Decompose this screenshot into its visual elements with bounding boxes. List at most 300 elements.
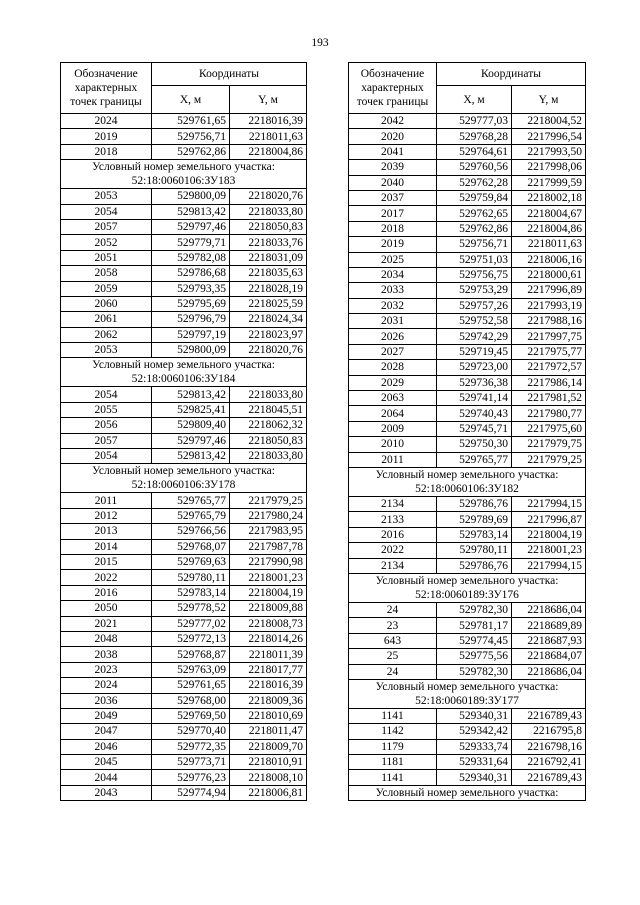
x-coordinate-cell: 529800,09: [152, 343, 230, 358]
point-id-cell: 2054: [61, 204, 152, 219]
x-coordinate-cell: 529765,79: [152, 508, 230, 523]
section-row: [349, 679, 586, 708]
y-coordinate-cell: 2218004,19: [512, 527, 586, 542]
y-coordinate-cell: 2218033,76: [230, 235, 307, 250]
y-coordinate-cell: 2218004,52: [512, 114, 586, 129]
x-coordinate-cell: 529768,87: [152, 647, 230, 662]
section-row: [349, 785, 586, 800]
point-id-cell: 2134: [349, 558, 437, 573]
x-coordinate-cell: 529775,56: [437, 649, 512, 664]
y-coordinate-cell: 2217990,98: [230, 554, 307, 569]
table-row: [349, 114, 586, 129]
x-coordinate-cell: 529783,14: [437, 527, 512, 542]
point-id-cell: 2014: [61, 539, 152, 554]
x-coordinate-cell: 529745,71: [437, 421, 512, 436]
y-coordinate-cell: 2218050,83: [230, 219, 307, 234]
table-row: [349, 283, 586, 298]
point-id-cell: 2044: [61, 770, 152, 785]
point-id-cell: 1179: [349, 739, 437, 754]
x-coordinate-cell: 529779,71: [152, 235, 230, 250]
point-id-cell: 2049: [61, 708, 152, 723]
table-row: [349, 708, 586, 723]
point-id-cell: 2043: [61, 785, 152, 800]
x-coordinate-cell: 529800,09: [152, 189, 230, 204]
table-row: [61, 327, 307, 342]
table-row: [61, 539, 307, 554]
table-row: [61, 296, 307, 311]
x-coordinate-cell: 529757,26: [437, 298, 512, 313]
x-coordinate-cell: 529761,65: [152, 678, 230, 693]
y-coordinate-cell: 2218028,19: [230, 281, 307, 296]
table-row: [349, 543, 586, 558]
point-id-cell: 2022: [349, 543, 437, 558]
table-row: [61, 312, 307, 327]
y-coordinate-cell: 2218014,26: [230, 631, 307, 646]
y-coordinate-cell: 2218033,80: [230, 387, 307, 402]
x-coordinate-cell: 529742,29: [437, 329, 512, 344]
y-coordinate-cell: 2217975,60: [512, 421, 586, 436]
table-row: [349, 527, 586, 542]
y-coordinate-cell: 2217986,14: [512, 375, 586, 390]
parcel-label: Условный номер земельного участка:: [375, 468, 559, 481]
y-coordinate-cell: 2218001,23: [230, 570, 307, 585]
parcel-label: Условный номер земельного участка:: [92, 359, 275, 372]
table-row: [61, 508, 307, 523]
table-row: [349, 129, 586, 144]
x-coordinate-cell: 529769,50: [152, 708, 230, 723]
y-coordinate-cell: 2218009,88: [230, 601, 307, 616]
point-id-cell: 2024: [61, 678, 152, 693]
designation-header: Обозначение характерных точек границы: [349, 63, 437, 114]
x-coordinate-cell: 529736,38: [437, 375, 512, 390]
section-row: [349, 467, 586, 496]
y-coordinate-cell: 2217996,54: [512, 129, 586, 144]
point-id-cell: 2029: [349, 375, 437, 390]
y-coordinate-cell: 2218011,39: [230, 647, 307, 662]
point-id-cell: 2025: [349, 252, 437, 267]
x-coordinate-cell: 529793,35: [152, 281, 230, 296]
table-row: [349, 633, 586, 648]
table-row: [61, 631, 307, 646]
y-coordinate-cell: 2218000,61: [512, 267, 586, 282]
point-id-cell: 2026: [349, 329, 437, 344]
point-id-cell: 2018: [349, 221, 437, 236]
table-row: [61, 433, 307, 448]
y-coordinate-cell: 2217993,50: [512, 144, 586, 159]
y-coordinate-cell: 2218016,39: [230, 114, 307, 129]
y-coordinate-cell: 2218020,76: [230, 189, 307, 204]
x-coordinate-cell: 529756,71: [152, 129, 230, 144]
page-number: 193: [311, 37, 329, 49]
parcel-label: Условный номер земельного участка:: [92, 465, 275, 478]
y-coordinate-cell: 2218004,67: [512, 206, 586, 221]
parcel-label: Условный номер земельного участка:: [92, 161, 275, 174]
y-coordinate-cell: 2218025,59: [230, 296, 307, 311]
point-id-cell: 1141: [349, 770, 437, 785]
x-coordinate-cell: 529765,77: [437, 452, 512, 467]
table-row: [61, 755, 307, 770]
point-id-cell: 24: [349, 602, 437, 617]
table-row: [349, 391, 586, 406]
parcel-number-cell: [349, 785, 586, 800]
y-coordinate-cell: 2218008,10: [230, 770, 307, 785]
x-coordinate-cell: 529778,52: [152, 601, 230, 616]
point-id-cell: 2060: [61, 296, 152, 311]
y-coordinate-cell: 2216795,8: [512, 724, 586, 739]
y-coordinate-cell: 2218009,36: [230, 693, 307, 708]
y-coordinate-cell: 2218687,93: [512, 633, 586, 648]
x-coordinate-cell: 529762,86: [437, 221, 512, 236]
y-coordinate-cell: 2218009,70: [230, 739, 307, 754]
x-coordinate-cell: 529782,08: [152, 250, 230, 265]
parcel-number: 52:18:0060106:ЗУ184: [131, 373, 236, 386]
point-id-cell: 2041: [349, 144, 437, 159]
y-coordinate-cell: 2217998,06: [512, 160, 586, 175]
y-coordinate-cell: 2218004,19: [230, 585, 307, 600]
y-coordinate-cell: 2217979,25: [230, 493, 307, 508]
x-coordinate-cell: 529786,76: [437, 496, 512, 511]
point-id-cell: 2016: [61, 585, 152, 600]
table-row: [349, 739, 586, 754]
table-row: [61, 678, 307, 693]
x-coordinate-cell: 529764,61: [437, 144, 512, 159]
y-coordinate-cell: 2216798,16: [512, 739, 586, 754]
parcel-number: 52:18:0060106:ЗУ183: [131, 175, 236, 188]
y-coordinate-cell: 2218008,73: [230, 616, 307, 631]
point-id-cell: 2016: [349, 527, 437, 542]
y-coordinate-cell: 2218035,63: [230, 266, 307, 281]
x-coordinate-cell: 529780,11: [152, 570, 230, 585]
point-id-cell: 2011: [349, 452, 437, 467]
table-row: [349, 375, 586, 390]
y-coordinate-cell: 2218023,97: [230, 327, 307, 342]
point-id-cell: 2046: [61, 739, 152, 754]
y-coordinate-cell: 2217980,24: [230, 508, 307, 523]
y-coordinate-cell: 2217997,75: [512, 329, 586, 344]
parcel-number-cell: [349, 679, 586, 708]
table-row: [349, 221, 586, 236]
x-coordinate-cell: 529333,74: [437, 739, 512, 754]
y-coordinate-cell: 2217981,52: [512, 391, 586, 406]
table-row: [349, 314, 586, 329]
x-coordinate-cell: 529765,77: [152, 493, 230, 508]
parcel-number: 52:18:0060189:ЗУ176: [415, 588, 519, 601]
point-id-cell: 2011: [61, 493, 152, 508]
point-id-cell: 2023: [61, 662, 152, 677]
point-id-cell: 2051: [61, 250, 152, 265]
point-id-cell: 2017: [349, 206, 437, 221]
y-coordinate-cell: 2217983,95: [230, 524, 307, 539]
x-coordinate-cell: 529772,35: [152, 739, 230, 754]
y-coordinate-cell: 2218024,34: [230, 312, 307, 327]
x-coordinate-cell: 529762,65: [437, 206, 512, 221]
point-id-cell: 2027: [349, 344, 437, 359]
point-id-cell: 2019: [349, 237, 437, 252]
point-id-cell: 23: [349, 618, 437, 633]
point-id-cell: 2040: [349, 175, 437, 190]
section-row: [61, 358, 307, 387]
coordinates-header: Координаты: [437, 63, 586, 86]
section-row: [61, 464, 307, 493]
x-coordinate-cell: 529797,19: [152, 327, 230, 342]
table-row: [61, 189, 307, 204]
table-row: [61, 554, 307, 569]
table-row: [61, 343, 307, 358]
y-coordinate-cell: 2218016,39: [230, 678, 307, 693]
point-id-cell: 2053: [61, 343, 152, 358]
table-row: [61, 235, 307, 250]
point-id-cell: 2028: [349, 360, 437, 375]
x-coordinate-cell: 529770,40: [152, 724, 230, 739]
table-row: [61, 601, 307, 616]
x-coordinate-cell: 529786,76: [437, 558, 512, 573]
point-id-cell: 1181: [349, 755, 437, 770]
coordinates-header: Координаты: [152, 63, 307, 86]
table-row: [61, 493, 307, 508]
y-coordinate-cell: 2216792,41: [512, 755, 586, 770]
point-id-cell: 2010: [349, 437, 437, 452]
table-row: [349, 406, 586, 421]
parcel-number-cell: [61, 358, 307, 387]
table-row: [61, 647, 307, 662]
table-row: [61, 708, 307, 723]
point-id-cell: 2042: [349, 114, 437, 129]
table-row: [61, 266, 307, 281]
x-coordinate-cell: 529740,43: [437, 406, 512, 421]
x-coordinate-cell: 529786,68: [152, 266, 230, 281]
parcel-number-cell: [349, 467, 586, 496]
point-id-cell: 1141: [349, 708, 437, 723]
table-row: [61, 402, 307, 417]
table-row: [61, 724, 307, 739]
x-coordinate-cell: 529741,14: [437, 391, 512, 406]
x-coordinate-cell: 529331,64: [437, 755, 512, 770]
point-id-cell: 2021: [61, 616, 152, 631]
x-coordinate-cell: 529773,71: [152, 755, 230, 770]
point-id-cell: 2058: [61, 266, 152, 281]
point-id-cell: 2061: [61, 312, 152, 327]
table-row: [61, 524, 307, 539]
table-row: [349, 344, 586, 359]
x-coordinate-cell: 529782,30: [437, 602, 512, 617]
x-coordinate-cell: 529776,23: [152, 770, 230, 785]
table-row: [349, 770, 586, 785]
table-row: [61, 129, 307, 144]
x-coordinate-cell: 529762,28: [437, 175, 512, 190]
y-coordinate-cell: 2218017,77: [230, 662, 307, 677]
point-id-cell: 2009: [349, 421, 437, 436]
x-coordinate-cell: 529719,45: [437, 344, 512, 359]
point-id-cell: 2055: [61, 402, 152, 417]
point-id-cell: 24: [349, 664, 437, 679]
table-row: [349, 664, 586, 679]
table-row: [349, 237, 586, 252]
parcel-label: Условный номер земельного участка:: [375, 680, 559, 693]
point-id-cell: 2054: [61, 449, 152, 464]
y-coordinate-cell: 2218010,91: [230, 755, 307, 770]
table-row: [349, 755, 586, 770]
y-coordinate-cell: 2217975,77: [512, 344, 586, 359]
y-coordinate-cell: 2217999,59: [512, 175, 586, 190]
y-coordinate-cell: 2218011,63: [230, 129, 307, 144]
point-id-cell: 2047: [61, 724, 152, 739]
y-coordinate-cell: 2218006,81: [230, 785, 307, 800]
x-coordinate-cell: 529774,94: [152, 785, 230, 800]
parcel-label: Условный номер земельного участка:: [375, 574, 559, 587]
point-id-cell: 2048: [61, 631, 152, 646]
point-id-cell: 2031: [349, 314, 437, 329]
coordinates-table-right: [348, 62, 586, 801]
table-row: [349, 724, 586, 739]
x-coordinate-cell: 529813,42: [152, 387, 230, 402]
parcel-number-cell: [61, 464, 307, 493]
parcel-number-cell: [61, 160, 307, 189]
x-coordinate-cell: 529781,17: [437, 618, 512, 633]
x-coordinate-cell: 529760,56: [437, 160, 512, 175]
x-coordinate-cell: 529783,14: [152, 585, 230, 600]
table-row: [61, 693, 307, 708]
table-row: [349, 252, 586, 267]
point-id-cell: 2045: [61, 755, 152, 770]
table-row: [61, 449, 307, 464]
point-id-cell: 2036: [61, 693, 152, 708]
x-coordinate-cell: 529813,42: [152, 449, 230, 464]
table-row: [61, 785, 307, 800]
y-coordinate-cell: 2217980,77: [512, 406, 586, 421]
y-coordinate-cell: 2217979,25: [512, 452, 586, 467]
point-id-cell: 2038: [61, 647, 152, 662]
x-coordinate-cell: 529825,41: [152, 402, 230, 417]
table-row: [61, 387, 307, 402]
point-id-cell: 25: [349, 649, 437, 664]
x-coordinate-cell: 529809,40: [152, 418, 230, 433]
point-id-cell: 2063: [349, 391, 437, 406]
y-coordinate-cell: 2218004,86: [512, 221, 586, 236]
point-id-cell: 643: [349, 633, 437, 648]
x-coordinate-cell: 529756,71: [437, 237, 512, 252]
x-coordinate-cell: 529797,46: [152, 219, 230, 234]
table-row: [349, 512, 586, 527]
point-id-cell: 2133: [349, 512, 437, 527]
table-row: [61, 219, 307, 234]
point-id-cell: 2052: [61, 235, 152, 250]
x-coordinate-cell: 529752,58: [437, 314, 512, 329]
x-coordinate-cell: 529795,69: [152, 296, 230, 311]
x-coordinate-cell: 529813,42: [152, 204, 230, 219]
point-id-cell: 2015: [61, 554, 152, 569]
x-coordinate-cell: 529768,00: [152, 693, 230, 708]
y-coordinate-cell: 2218004,86: [230, 144, 307, 159]
point-id-cell: 2039: [349, 160, 437, 175]
y-coordinate-cell: 2217993,19: [512, 298, 586, 313]
x-coordinate-cell: 529340,31: [437, 770, 512, 785]
table-row: [61, 204, 307, 219]
table-row: [349, 421, 586, 436]
y-coordinate-cell: 2218020,76: [230, 343, 307, 358]
table-row: [349, 298, 586, 313]
x-header: X, м: [437, 86, 512, 114]
x-coordinate-cell: 529756,75: [437, 267, 512, 282]
x-coordinate-cell: 529750,30: [437, 437, 512, 452]
x-coordinate-cell: 529762,86: [152, 144, 230, 159]
y-coordinate-cell: 2218033,80: [230, 204, 307, 219]
x-header: X, м: [152, 86, 230, 114]
table-row: [61, 616, 307, 631]
point-id-cell: 2050: [61, 601, 152, 616]
x-coordinate-cell: 529789,69: [437, 512, 512, 527]
parcel-number-cell: [349, 573, 586, 602]
parcel-number: 52:18:0060106:ЗУ182: [415, 482, 519, 495]
point-id-cell: 1142: [349, 724, 437, 739]
table-row: [349, 558, 586, 573]
table-row: [349, 206, 586, 221]
point-id-cell: 2034: [349, 267, 437, 282]
y-coordinate-cell: 2218686,04: [512, 602, 586, 617]
x-coordinate-cell: 529782,30: [437, 664, 512, 679]
point-id-cell: 2054: [61, 387, 152, 402]
x-coordinate-cell: 529759,84: [437, 190, 512, 205]
table-row: [61, 144, 307, 159]
table-row: [349, 190, 586, 205]
y-coordinate-cell: 2218689,89: [512, 618, 586, 633]
x-coordinate-cell: 529797,46: [152, 433, 230, 448]
y-header: Y, м: [512, 86, 586, 114]
y-coordinate-cell: 2217972,57: [512, 360, 586, 375]
x-coordinate-cell: 529768,28: [437, 129, 512, 144]
parcel-number: 52:18:0060106:ЗУ178: [131, 479, 236, 492]
point-id-cell: 2013: [61, 524, 152, 539]
y-coordinate-cell: 2218011,63: [512, 237, 586, 252]
y-coordinate-cell: 2218011,47: [230, 724, 307, 739]
y-coordinate-cell: 2218010,69: [230, 708, 307, 723]
x-coordinate-cell: 529761,65: [152, 114, 230, 129]
x-coordinate-cell: 529769,63: [152, 554, 230, 569]
table-row: [349, 602, 586, 617]
designation-header: Обозначение характерных точек границы: [61, 63, 152, 114]
x-coordinate-cell: 529340,31: [437, 708, 512, 723]
y-coordinate-cell: 2216789,43: [512, 708, 586, 723]
y-coordinate-cell: 2217987,78: [230, 539, 307, 554]
point-id-cell: 2012: [61, 508, 152, 523]
y-coordinate-cell: 2218686,04: [512, 664, 586, 679]
x-coordinate-cell: 529342,42: [437, 724, 512, 739]
table-row: [349, 649, 586, 664]
x-coordinate-cell: 529751,03: [437, 252, 512, 267]
x-coordinate-cell: 529753,29: [437, 283, 512, 298]
point-id-cell: 2059: [61, 281, 152, 296]
y-coordinate-cell: 2217996,87: [512, 512, 586, 527]
y-coordinate-cell: 2218031,09: [230, 250, 307, 265]
point-id-cell: 2062: [61, 327, 152, 342]
table-row: [349, 452, 586, 467]
y-coordinate-cell: 2217994,15: [512, 496, 586, 511]
table-row: [349, 360, 586, 375]
table-row: [61, 114, 307, 129]
table-row: [61, 585, 307, 600]
y-coordinate-cell: 2216789,43: [512, 770, 586, 785]
x-coordinate-cell: 529777,03: [437, 114, 512, 129]
x-coordinate-cell: 529780,11: [437, 543, 512, 558]
table-row: [349, 329, 586, 344]
x-coordinate-cell: 529796,79: [152, 312, 230, 327]
y-coordinate-cell: 2217979,75: [512, 437, 586, 452]
point-id-cell: 2024: [61, 114, 152, 129]
x-coordinate-cell: 529766,56: [152, 524, 230, 539]
y-coordinate-cell: 2217996,89: [512, 283, 586, 298]
point-id-cell: 2064: [349, 406, 437, 421]
point-id-cell: 2037: [349, 190, 437, 205]
point-id-cell: 2033: [349, 283, 437, 298]
